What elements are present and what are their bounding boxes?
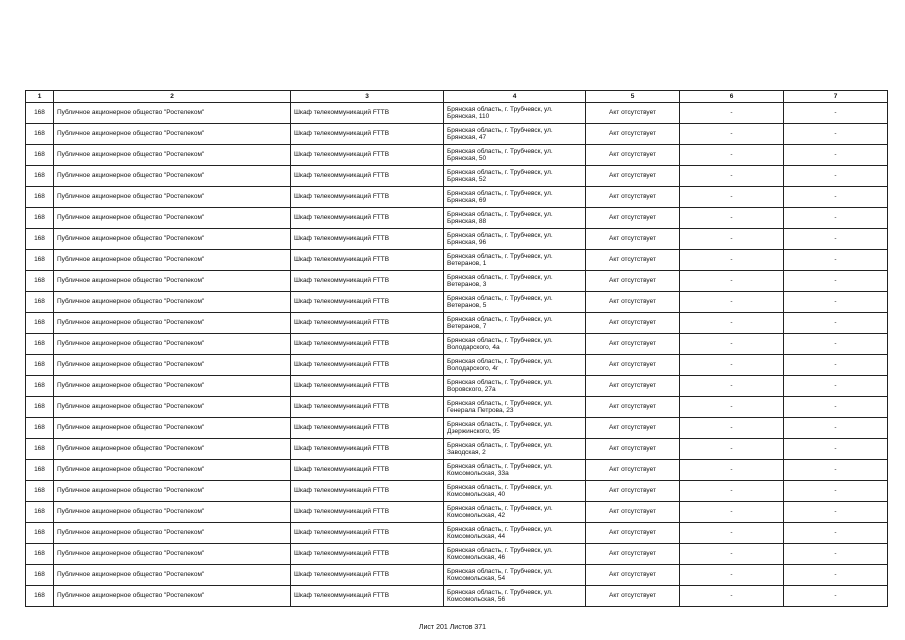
column-6-cell: - [680, 292, 784, 313]
table-row [26, 418, 888, 439]
row-number: 168 [26, 523, 54, 544]
object-cell: Шкаф телекоммуникаций FTTB [291, 250, 444, 271]
act-cell: Акт отсутствует [586, 292, 680, 313]
owner-cell: Публичное акционерное общество "Ростелеком" [54, 208, 291, 229]
object-cell: Шкаф телекоммуникаций FTTB [291, 460, 444, 481]
row-number: 168 [26, 355, 54, 376]
object-cell: Шкаф телекоммуникаций FTTB [291, 397, 444, 418]
table-row [26, 544, 888, 565]
row-number: 168 [26, 292, 54, 313]
address-cell: Брянская область, г. Трубчевск, ул. Дзержинского, 95 [444, 418, 586, 439]
object-cell: Шкаф телекоммуникаций FTTB [291, 145, 444, 166]
owner-cell: Публичное акционерное общество "Ростелеком" [54, 565, 291, 586]
column-7-cell: - [784, 313, 888, 334]
owner-cell: Публичное акционерное общество "Ростелеком" [54, 460, 291, 481]
page-footer: Лист 201 Листов 371 [418, 624, 487, 631]
column-7-cell: - [784, 103, 888, 124]
table-row [26, 523, 888, 544]
column-7-cell: - [784, 124, 888, 145]
act-cell: Акт отсутствует [586, 355, 680, 376]
column-6-cell: - [680, 208, 784, 229]
row-number: 168 [26, 544, 54, 565]
owner-cell: Публичное акционерное общество "Ростелеком" [54, 544, 291, 565]
column-7-cell: - [784, 376, 888, 397]
address-cell: Брянская область, г. Трубчевск, ул. Брянская, 88 [444, 208, 586, 229]
act-cell: Акт отсутствует [586, 397, 680, 418]
address-cell: Брянская область, г. Трубчевск, ул. Комсомольская, 40 [444, 481, 586, 502]
owner-cell: Публичное акционерное общество "Ростелеком" [54, 418, 291, 439]
object-cell: Шкаф телекоммуникаций FTTB [291, 355, 444, 376]
address-cell: Брянская область, г. Трубчевск, ул. Брянская, 110 [444, 103, 586, 124]
act-cell: Акт отсутствует [586, 565, 680, 586]
object-cell: Шкаф телекоммуникаций FTTB [291, 313, 444, 334]
column-6-cell: - [680, 439, 784, 460]
column-header-5: 5 [586, 91, 680, 103]
row-number: 168 [26, 124, 54, 145]
table-row [26, 208, 888, 229]
address-cell: Брянская область, г. Трубчевск, ул. Брянская, 69 [444, 187, 586, 208]
owner-cell: Публичное акционерное общество "Ростелеком" [54, 187, 291, 208]
address-cell: Брянская область, г. Трубчевск, ул. Комсомольская, 46 [444, 544, 586, 565]
column-6-cell: - [680, 565, 784, 586]
column-7-cell: - [784, 166, 888, 187]
act-cell: Акт отсутствует [586, 460, 680, 481]
row-number: 168 [26, 586, 54, 607]
table-row [26, 376, 888, 397]
address-cell: Брянская область, г. Трубчевск, ул. Заводская, 2 [444, 439, 586, 460]
column-header-2: 2 [54, 91, 291, 103]
owner-cell: Публичное акционерное общество "Ростелеком" [54, 124, 291, 145]
act-cell: Акт отсутствует [586, 418, 680, 439]
column-header-7: 7 [784, 91, 888, 103]
column-header-3: 3 [291, 91, 444, 103]
act-cell: Акт отсутствует [586, 481, 680, 502]
table-row [26, 187, 888, 208]
table-row [26, 229, 888, 250]
column-6-cell: - [680, 166, 784, 187]
column-6-cell: - [680, 124, 784, 145]
owner-cell: Публичное акционерное общество "Ростелеком" [54, 250, 291, 271]
column-6-cell: - [680, 397, 784, 418]
row-number: 168 [26, 103, 54, 124]
column-7-cell: - [784, 355, 888, 376]
row-number: 168 [26, 187, 54, 208]
header-row [26, 91, 888, 103]
object-cell: Шкаф телекоммуникаций FTTB [291, 586, 444, 607]
address-cell: Брянская область, г. Трубчевск, ул. Комсомольская, 44 [444, 523, 586, 544]
row-number: 168 [26, 145, 54, 166]
column-6-cell: - [680, 355, 784, 376]
object-cell: Шкаф телекоммуникаций FTTB [291, 271, 444, 292]
column-7-cell: - [784, 334, 888, 355]
column-7-cell: - [784, 502, 888, 523]
column-header-6: 6 [680, 91, 784, 103]
act-cell: Акт отсутствует [586, 439, 680, 460]
address-cell: Брянская область, г. Трубчевск, ул. Брянская, 96 [444, 229, 586, 250]
object-cell: Шкаф телекоммуникаций FTTB [291, 334, 444, 355]
column-6-cell: - [680, 145, 784, 166]
owner-cell: Публичное акционерное общество "Ростелеком" [54, 376, 291, 397]
column-7-cell: - [784, 460, 888, 481]
address-cell: Брянская область, г. Трубчевск, ул. Брянская, 47 [444, 124, 586, 145]
row-number: 168 [26, 502, 54, 523]
column-6-cell: - [680, 250, 784, 271]
table-row [26, 292, 888, 313]
owner-cell: Публичное акционерное общество "Ростелеком" [54, 271, 291, 292]
owner-cell: Публичное акционерное общество "Ростелеком" [54, 586, 291, 607]
column-7-cell: - [784, 544, 888, 565]
column-7-cell: - [784, 565, 888, 586]
object-cell: Шкаф телекоммуникаций FTTB [291, 418, 444, 439]
table-row [26, 334, 888, 355]
row-number: 168 [26, 250, 54, 271]
row-number: 168 [26, 439, 54, 460]
address-cell: Брянская область, г. Трубчевск, ул. Володарского, 4г [444, 355, 586, 376]
address-cell: Брянская область, г. Трубчевск, ул. Брянская, 50 [444, 145, 586, 166]
object-cell: Шкаф телекоммуникаций FTTB [291, 292, 444, 313]
column-6-cell: - [680, 376, 784, 397]
column-6-cell: - [680, 586, 784, 607]
table-row [26, 271, 888, 292]
column-7-cell: - [784, 187, 888, 208]
owner-cell: Публичное акционерное общество "Ростелеком" [54, 481, 291, 502]
column-7-cell: - [784, 481, 888, 502]
column-6-cell: - [680, 460, 784, 481]
object-cell: Шкаф телекоммуникаций FTTB [291, 502, 444, 523]
owner-cell: Публичное акционерное общество "Ростелеком" [54, 397, 291, 418]
act-cell: Акт отсутствует [586, 544, 680, 565]
owner-cell: Публичное акционерное общество "Ростелеком" [54, 334, 291, 355]
object-cell: Шкаф телекоммуникаций FTTB [291, 523, 444, 544]
row-number: 168 [26, 481, 54, 502]
address-cell: Брянская область, г. Трубчевск, ул. Володарского, 4а [444, 334, 586, 355]
owner-cell: Публичное акционерное общество "Ростелеком" [54, 439, 291, 460]
address-cell: Брянская область, г. Трубчевск, ул. Комсомольская, 56 [444, 586, 586, 607]
object-cell: Шкаф телекоммуникаций FTTB [291, 481, 444, 502]
table-row [26, 397, 888, 418]
column-7-cell: - [784, 271, 888, 292]
act-cell: Акт отсутствует [586, 586, 680, 607]
table-row [26, 124, 888, 145]
table-row [26, 502, 888, 523]
act-cell: Акт отсутствует [586, 250, 680, 271]
owner-cell: Публичное акционерное общество "Ростелеком" [54, 103, 291, 124]
table-row [26, 250, 888, 271]
object-cell: Шкаф телекоммуникаций FTTB [291, 166, 444, 187]
table-row [26, 103, 888, 124]
column-7-cell: - [784, 418, 888, 439]
address-cell: Брянская область, г. Трубчевск, ул. Ветеранов, 5 [444, 292, 586, 313]
owner-cell: Публичное акционерное общество "Ростелеком" [54, 502, 291, 523]
object-cell: Шкаф телекоммуникаций FTTB [291, 124, 444, 145]
row-number: 168 [26, 229, 54, 250]
row-number: 168 [26, 166, 54, 187]
column-6-cell: - [680, 418, 784, 439]
row-number: 168 [26, 397, 54, 418]
act-cell: Акт отсутствует [586, 523, 680, 544]
owner-cell: Публичное акционерное общество "Ростелеком" [54, 145, 291, 166]
column-header-4: 4 [444, 91, 586, 103]
column-6-cell: - [680, 502, 784, 523]
row-number: 168 [26, 418, 54, 439]
column-7-cell: - [784, 208, 888, 229]
column-6-cell: - [680, 544, 784, 565]
act-cell: Акт отсутствует [586, 103, 680, 124]
column-6-cell: - [680, 271, 784, 292]
row-number: 168 [26, 460, 54, 481]
owner-cell: Публичное акционерное общество "Ростелеком" [54, 166, 291, 187]
column-7-cell: - [784, 523, 888, 544]
act-cell: Акт отсутствует [586, 502, 680, 523]
address-cell: Брянская область, г. Трубчевск, ул. Комсомольская, 54 [444, 565, 586, 586]
row-number: 168 [26, 271, 54, 292]
owner-cell: Публичное акционерное общество "Ростелеком" [54, 292, 291, 313]
table-row [26, 481, 888, 502]
column-7-cell: - [784, 397, 888, 418]
column-6-cell: - [680, 334, 784, 355]
column-6-cell: - [680, 523, 784, 544]
table-row [26, 586, 888, 607]
address-cell: Брянская область, г. Трубчевск, ул. Воровского, 27а [444, 376, 586, 397]
row-number: 168 [26, 208, 54, 229]
column-7-cell: - [784, 229, 888, 250]
object-cell: Шкаф телекоммуникаций FTTB [291, 565, 444, 586]
owner-cell: Публичное акционерное общество "Ростелеком" [54, 313, 291, 334]
table-row [26, 460, 888, 481]
address-cell: Брянская область, г. Трубчевск, ул. Генерала Петрова, 23 [444, 397, 586, 418]
act-cell: Акт отсутствует [586, 208, 680, 229]
table-row [26, 439, 888, 460]
object-cell: Шкаф телекоммуникаций FTTB [291, 187, 444, 208]
register-table [25, 90, 888, 607]
object-cell: Шкаф телекоммуникаций FTTB [291, 544, 444, 565]
object-cell: Шкаф телекоммуникаций FTTB [291, 208, 444, 229]
act-cell: Акт отсутствует [586, 229, 680, 250]
column-6-cell: - [680, 481, 784, 502]
act-cell: Акт отсутствует [586, 124, 680, 145]
table-body [26, 103, 888, 607]
address-cell: Брянская область, г. Трубчевск, ул. Ветеранов, 3 [444, 271, 586, 292]
object-cell: Шкаф телекоммуникаций FTTB [291, 439, 444, 460]
table-row [26, 166, 888, 187]
row-number: 168 [26, 565, 54, 586]
row-number: 168 [26, 313, 54, 334]
object-cell: Шкаф телекоммуникаций FTTB [291, 229, 444, 250]
column-7-cell: - [784, 250, 888, 271]
act-cell: Акт отсутствует [586, 187, 680, 208]
column-7-cell: - [784, 145, 888, 166]
column-7-cell: - [784, 292, 888, 313]
object-cell: Шкаф телекоммуникаций FTTB [291, 376, 444, 397]
column-6-cell: - [680, 229, 784, 250]
owner-cell: Публичное акционерное общество "Ростелеком" [54, 229, 291, 250]
table-row [26, 313, 888, 334]
column-6-cell: - [680, 187, 784, 208]
column-header-1: 1 [26, 91, 54, 103]
act-cell: Акт отсутствует [586, 376, 680, 397]
column-6-cell: - [680, 103, 784, 124]
act-cell: Акт отсутствует [586, 166, 680, 187]
table-row [26, 565, 888, 586]
column-7-cell: - [784, 586, 888, 607]
object-cell: Шкаф телекоммуникаций FTTB [291, 103, 444, 124]
act-cell: Акт отсутствует [586, 145, 680, 166]
column-6-cell: - [680, 313, 784, 334]
address-cell: Брянская область, г. Трубчевск, ул. Ветеранов, 7 [444, 313, 586, 334]
column-7-cell: - [784, 439, 888, 460]
address-cell: Брянская область, г. Трубчевск, ул. Комсомольская, 42 [444, 502, 586, 523]
act-cell: Акт отсутствует [586, 271, 680, 292]
owner-cell: Публичное акционерное общество "Ростелеком" [54, 523, 291, 544]
address-cell: Брянская область, г. Трубчевск, ул. Брянская, 52 [444, 166, 586, 187]
row-number: 168 [26, 334, 54, 355]
act-cell: Акт отсутствует [586, 334, 680, 355]
address-cell: Брянская область, г. Трубчевск, ул. Ветеранов, 1 [444, 250, 586, 271]
table-row [26, 355, 888, 376]
act-cell: Акт отсутствует [586, 313, 680, 334]
table-row [26, 145, 888, 166]
address-cell: Брянская область, г. Трубчевск, ул. Комсомольская, 33а [444, 460, 586, 481]
owner-cell: Публичное акционерное общество "Ростелеком" [54, 355, 291, 376]
row-number: 168 [26, 376, 54, 397]
